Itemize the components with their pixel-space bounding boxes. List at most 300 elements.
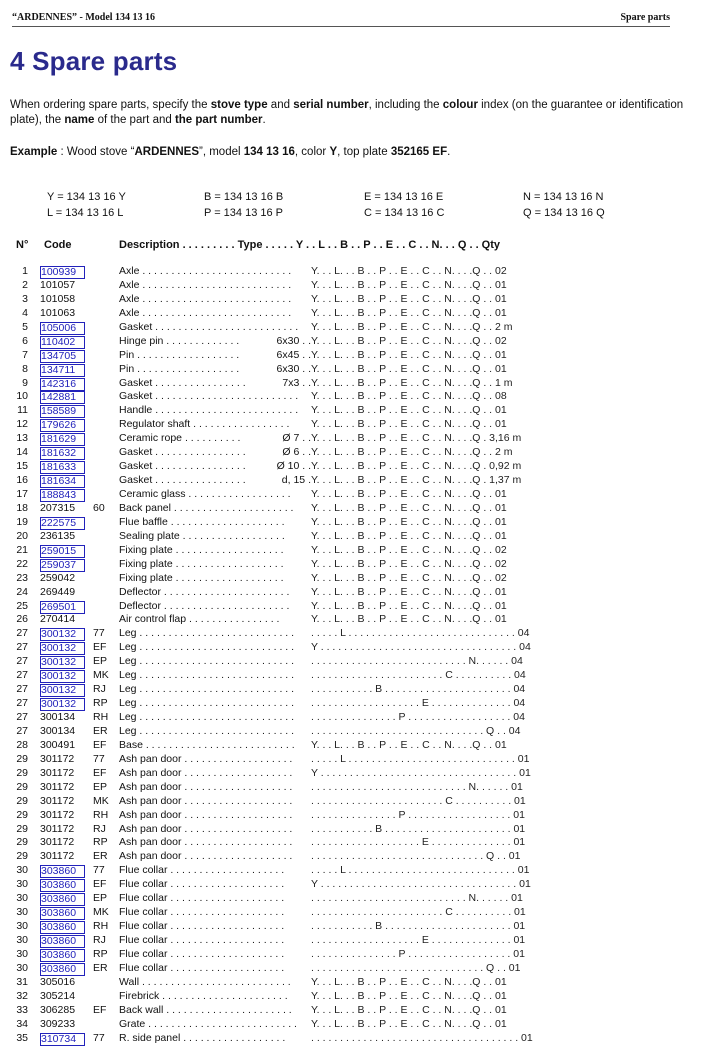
part-code: 101057 (40, 278, 76, 291)
part-type: 6x45 . . (276, 348, 311, 361)
part-code[interactable]: 181629 (40, 433, 85, 446)
part-number: 1 (22, 265, 28, 277)
part-description: Back panel . . . . . . . . . . . . . . . . . . . . . (119, 501, 294, 514)
part-description: Leg . . . . . . . . . . . . . . . . . . . . . . . . . . . (119, 683, 295, 696)
part-description: Flue collar . . . . . . . . . . . . . . . . . . . . (119, 906, 285, 919)
part-availability: Y. . . L. . . B . . P . . E . . C . . N. . . .Q . . 02 (311, 334, 507, 347)
part-availability: . . . . . . . . . . . . . . . . . . . . . . . C . . . . . . . . . . 04 (311, 669, 526, 682)
part-availability: Y. . . L. . . B . . P . . E . . C . . N. . . .Q . . 02 (311, 265, 507, 277)
table-row (0, 934, 710, 948)
part-suffix: ER (93, 724, 108, 737)
part-number: 6 (22, 334, 28, 347)
part-number: 30 (16, 961, 28, 974)
part-code: 301172 (40, 808, 75, 821)
part-number: 2 (22, 278, 28, 291)
part-code[interactable]: 110402 (40, 336, 85, 349)
part-number: 21 (16, 543, 28, 556)
part-suffix: RP (93, 836, 108, 849)
color-row (47, 189, 667, 205)
part-description: Hinge pin . . . . . . . . . . . . . (119, 334, 240, 347)
table-row (0, 349, 710, 363)
table-row (0, 920, 710, 934)
part-description: Ash pan door . . . . . . . . . . . . . . . . . . . (119, 808, 293, 821)
part-availability: . . . . . . . . . . . . . . . . . . . . . . . . . . . . . . Q . . 04 (311, 724, 521, 737)
part-description: Leg . . . . . . . . . . . . . . . . . . . . . . . . . . . (119, 641, 295, 654)
part-code: 269449 (40, 585, 76, 598)
part-description: Ceramic glass . . . . . . . . . . . . . . . . . . (119, 488, 291, 500)
part-description: Wall . . . . . . . . . . . . . . . . . . . . . . . . . . (119, 975, 291, 988)
part-description: Flue collar . . . . . . . . . . . . . . . . . . . . (119, 934, 285, 946)
part-number: 17 (16, 488, 28, 500)
part-availability: . . . . . L . . . . . . . . . . . . . . . . . . . . . . . . . . . . . 01 (311, 864, 530, 877)
part-suffix: EP (93, 780, 108, 793)
color-code: L = 134 13 16 L (47, 207, 124, 219)
table-row (0, 307, 710, 321)
part-number: 35 (16, 1031, 28, 1044)
part-description: Pin . . . . . . . . . . . . . . . . . . (119, 348, 240, 361)
part-number: 27 (16, 641, 28, 654)
part-code[interactable]: 181633 (40, 461, 85, 474)
color-code: N = 134 13 16 N (523, 191, 604, 203)
table-row (0, 864, 710, 878)
part-description: Axle . . . . . . . . . . . . . . . . . . . . . . . . . . (119, 265, 292, 277)
part-code[interactable]: 158589 (40, 405, 85, 418)
table-row (0, 363, 710, 377)
part-suffix: 77 (93, 864, 105, 877)
part-type: d, 15 . (281, 474, 311, 487)
part-number: 27 (16, 655, 28, 668)
part-code[interactable]: 310734 (40, 1033, 85, 1046)
part-description: Leg . . . . . . . . . . . . . . . . . . . . . . . . . . . (119, 655, 295, 668)
part-description: Ash pan door . . . . . . . . . . . . . . . . . . . (119, 822, 293, 835)
part-code[interactable]: 134711 (40, 364, 85, 377)
part-number: 34 (16, 1017, 28, 1030)
part-code[interactable]: 303860 (40, 907, 85, 920)
table-row (0, 544, 710, 558)
part-code[interactable]: 303860 (40, 921, 85, 934)
part-number: 32 (16, 989, 28, 1002)
part-number: 30 (16, 864, 28, 877)
table-row (0, 516, 710, 530)
part-number: 19 (16, 515, 28, 528)
parts-table (0, 265, 710, 1046)
part-availability: . . . . . . . . . . . . . . . P . . . . . . . . . . . . . . . . . . 01 (311, 808, 525, 821)
part-number: 29 (16, 836, 28, 849)
part-number: 9 (22, 376, 28, 389)
part-code[interactable]: 259015 (40, 545, 85, 558)
part-code: 306285 (40, 1003, 76, 1016)
table-row (0, 655, 710, 669)
part-number: 4 (22, 306, 28, 319)
table-row (0, 962, 710, 976)
part-description: Grate . . . . . . . . . . . . . . . . . . . . . . . . . . (119, 1017, 297, 1030)
part-availability: Y. . . L. . . B . . P . . E . . C . . N. . . .Q . . 01 (311, 348, 507, 361)
table-row (0, 279, 710, 293)
header-description: Description . . . . . . . . . Type . . . . . Y . . L . . B . . P . . E . . C . . N. . . Q . . Qty (119, 239, 501, 251)
color-code: P = 134 13 16 P (204, 207, 284, 219)
header-no: N° (16, 239, 29, 251)
part-availability: Y. . . L. . . B . . P . . E . . C . . N. . . .Q . . 01 (311, 362, 507, 375)
part-availability: Y. . . L. . . B . . P . . E . . C . . N. . . .Q . 0,92 m (311, 460, 522, 473)
part-availability: Y. . . L. . . B . . P . . E . . C . . N. . . .Q . . 01 (311, 1017, 507, 1030)
part-description: Ceramic rope . . . . . . . . . . (119, 432, 241, 445)
part-suffix: RH (93, 808, 109, 821)
part-description: Flue collar . . . . . . . . . . . . . . . . . . . . (119, 892, 285, 905)
table-row (0, 390, 710, 404)
table-row (0, 600, 710, 614)
part-suffix: 77 (93, 627, 105, 640)
part-number: 13 (16, 432, 28, 445)
part-availability: . . . . . L . . . . . . . . . . . . . . . . . . . . . . . . . . . . . 04 (311, 627, 530, 640)
part-suffix: EF (93, 641, 107, 654)
part-code[interactable]: 259037 (40, 559, 85, 572)
part-availability: . . . . . . . . . . . . . . . . . . . E . . . . . . . . . . . . . . 01 (311, 836, 526, 849)
part-number: 29 (16, 822, 28, 835)
part-availability: Y. . . L. . . B . . P . . E . . C . . N. . . .Q . . 2 m (311, 446, 513, 459)
part-code: 300491 (40, 738, 76, 751)
part-code: 301172 (40, 766, 75, 779)
part-number: 29 (16, 780, 28, 793)
part-code[interactable]: 179626 (40, 419, 85, 432)
part-availability: Y. . . L. . . B . . P . . E . . C . . N. . . .Q . 3,16 m (311, 432, 522, 445)
part-availability: Y. . . L. . . B . . P . . E . . C . . N. . . .Q . . 02 (311, 557, 507, 570)
part-description: Axle . . . . . . . . . . . . . . . . . . . . . . . . . . (119, 278, 292, 291)
table-row (0, 558, 710, 572)
part-description: Ash pan door . . . . . . . . . . . . . . . . . . . (119, 794, 293, 807)
example-line: Example : Wood stove “ARDENNES”, model 134 13 16, color Y, top plate 352165 EF. (10, 146, 451, 158)
part-availability: Y . . . . . . . . . . . . . . . . . . . . . . . . . . . . . . . . . . 01 (311, 878, 531, 891)
color-row (47, 205, 667, 221)
part-availability: Y. . . L. . . B . . P . . E . . C . . N. . . .Q . . 02 (311, 543, 507, 556)
part-number: 7 (22, 348, 28, 361)
part-code[interactable]: 303860 (40, 949, 85, 962)
table-row (0, 474, 710, 488)
table-row (0, 446, 710, 460)
part-number: 27 (16, 627, 28, 640)
table-row (0, 432, 710, 446)
table-row (0, 404, 710, 418)
part-availability: Y. . . L. . . B . . P . . E . . C . . N. . . .Q . . 01 (311, 418, 507, 431)
part-number: 30 (16, 934, 28, 946)
part-number: 27 (16, 683, 28, 696)
part-number: 33 (16, 1003, 28, 1016)
table-row (0, 892, 710, 906)
part-suffix: RJ (93, 934, 106, 946)
part-code[interactable]: 303860 (40, 879, 85, 892)
part-availability: Y. . . L. . . B . . P . . E . . C . . N. . . .Q . . 01 (311, 585, 507, 598)
part-code[interactable]: 300132 (40, 642, 85, 655)
part-number: 22 (16, 557, 28, 570)
part-availability: . . . . . . . . . . . B . . . . . . . . . . . . . . . . . . . . . . 04 (311, 683, 526, 696)
part-code[interactable]: 269501 (40, 601, 85, 614)
part-number: 15 (16, 460, 28, 473)
part-description: Leg . . . . . . . . . . . . . . . . . . . . . . . . . . . (119, 697, 295, 710)
intro-paragraph: When ordering spare parts, specify the stove type and serial number, including the colour index (on the guarantee or identification plate), the name of the part and the part number. (10, 99, 684, 126)
part-code[interactable]: 300132 (40, 628, 85, 641)
part-suffix: MK (93, 794, 109, 807)
table-row (0, 335, 710, 349)
part-number: 3 (22, 292, 28, 305)
part-availability: Y. . . L. . . B . . P . . E . . C . . N. . . .Q . . 02 (311, 571, 507, 584)
part-description: Axle . . . . . . . . . . . . . . . . . . . . . . . . . . (119, 306, 292, 319)
part-code: 305214 (40, 989, 76, 1002)
part-description: Ash pan door . . . . . . . . . . . . . . . . . . . (119, 766, 293, 779)
part-availability: . . . . . . . . . . . . . . . . . . . . . . . . . . . . . . Q . . 01 (311, 961, 521, 974)
part-description: Gasket . . . . . . . . . . . . . . . . (119, 446, 246, 459)
part-number: 24 (16, 585, 28, 598)
part-availability: Y. . . L. . . B . . P . . E . . C . . N. . . .Q . . 01 (311, 488, 507, 500)
part-availability: . . . . . . . . . . . . . . . P . . . . . . . . . . . . . . . . . . 01 (311, 947, 525, 960)
part-availability: Y. . . L. . . B . . P . . E . . C . . N. . . .Q . . 01 (311, 1003, 507, 1016)
part-description: Firebrick . . . . . . . . . . . . . . . . . . . . . . (119, 989, 288, 1002)
table-row (0, 460, 710, 474)
part-description: Gasket . . . . . . . . . . . . . . . . (119, 376, 246, 389)
part-suffix: RP (93, 947, 108, 960)
part-description: Flue baffle . . . . . . . . . . . . . . . . . . . . (119, 515, 285, 528)
table-row (0, 739, 710, 753)
part-code: 309233 (40, 1017, 76, 1030)
part-availability: Y. . . L. . . B . . P . . E . . C . . N. . . .Q . . 2 m (311, 320, 513, 333)
part-availability: . . . . . . . . . . . . . . . . . . . . . . . . . . . N. . . . . . 01 (311, 892, 523, 905)
table-row (0, 948, 710, 962)
part-number: 29 (16, 794, 28, 807)
part-code[interactable]: 300132 (40, 698, 85, 711)
table-row (0, 753, 710, 767)
part-type: Ø 6 . . (282, 446, 311, 459)
table-row (0, 697, 710, 711)
table-row (0, 809, 710, 823)
part-code[interactable]: 181632 (40, 447, 85, 460)
part-number: 28 (16, 738, 28, 751)
color-code: E = 134 13 16 E (364, 191, 444, 203)
part-code: 270414 (40, 613, 76, 626)
part-code: 101063 (40, 306, 76, 319)
part-availability: Y. . . L. . . B . . P . . E . . C . . N. . . .Q . . 08 (311, 390, 507, 403)
part-suffix: 77 (93, 1031, 105, 1044)
part-number: 29 (16, 766, 28, 779)
table-row (0, 781, 710, 795)
part-type: 7x3 . . (282, 376, 311, 389)
part-code: 301172 (40, 794, 75, 807)
part-number: 27 (16, 669, 28, 682)
part-availability: Y. . . L. . . B . . P . . E . . C . . N. . . .Q . . 01 (311, 599, 507, 612)
part-code[interactable]: 100939 (40, 266, 85, 279)
part-suffix: ER (93, 961, 108, 974)
part-number: 30 (16, 878, 28, 891)
part-number: 11 (17, 404, 28, 417)
part-code[interactable]: 300132 (40, 670, 85, 683)
part-number: 29 (16, 850, 28, 863)
part-availability: Y. . . L. . . B . . P . . E . . C . . N. . . .Q . . 01 (311, 515, 507, 528)
part-suffix: 77 (93, 752, 105, 765)
table-row (0, 823, 710, 837)
part-code[interactable]: 142881 (40, 391, 85, 404)
part-availability: . . . . . L . . . . . . . . . . . . . . . . . . . . . . . . . . . . . 01 (311, 752, 530, 765)
part-code[interactable]: 300132 (40, 684, 85, 697)
part-availability: Y. . . L. . . B . . P . . E . . C . . N. . . .Q . . 01 (311, 501, 507, 514)
part-availability: . . . . . . . . . . . . . . . . . . . . . . . . . . . N. . . . . . 01 (311, 780, 523, 793)
part-suffix: RJ (93, 683, 106, 696)
part-description: Ash pan door . . . . . . . . . . . . . . . . . . . (119, 752, 293, 765)
part-code: 301172 (40, 836, 75, 849)
part-description: Sealing plate . . . . . . . . . . . . . . . . . . (119, 529, 285, 542)
part-code[interactable]: 303860 (40, 865, 85, 878)
table-row (0, 572, 710, 586)
table-row (0, 906, 710, 920)
part-description: Ash pan door . . . . . . . . . . . . . . . . . . . (119, 850, 293, 863)
part-availability: Y. . . L. . . B . . P . . E . . C . . N. . . .Q . . 01 (311, 292, 507, 305)
part-availability: . . . . . . . . . . . . . . . P . . . . . . . . . . . . . . . . . . 04 (311, 711, 525, 723)
part-number: 27 (16, 724, 28, 737)
part-availability: Y . . . . . . . . . . . . . . . . . . . . . . . . . . . . . . . . . . 01 (311, 766, 531, 779)
part-code: 301172 (40, 752, 75, 765)
part-number: 30 (16, 947, 28, 960)
part-description: Gasket . . . . . . . . . . . . . . . . (119, 474, 246, 487)
part-code[interactable]: 181634 (40, 475, 85, 488)
part-description: Flue collar . . . . . . . . . . . . . . . . . . . . (119, 947, 285, 960)
part-number: 8 (22, 362, 28, 375)
part-code[interactable]: 105006 (40, 322, 85, 335)
part-availability: Y . . . . . . . . . . . . . . . . . . . . . . . . . . . . . . . . . . 04 (311, 641, 531, 654)
table-row (0, 990, 710, 1004)
part-code[interactable]: 303860 (40, 963, 85, 976)
table-row (0, 418, 710, 432)
part-description: Fixing plate . . . . . . . . . . . . . . . . . . . (119, 557, 284, 570)
page-header (12, 10, 670, 27)
part-availability: Y. . . L. . . B . . P . . E . . C . . N. . . .Q . . 01 (311, 738, 507, 751)
part-number: 16 (16, 474, 28, 487)
table-row (0, 613, 710, 627)
part-number: 12 (16, 418, 28, 431)
part-availability: . . . . . . . . . . . . . . . . . . . . . . . . . . . N. . . . . . 04 (311, 655, 523, 668)
part-code: 300134 (40, 711, 76, 723)
part-code: 236135 (40, 529, 76, 542)
table-row (0, 1032, 710, 1046)
part-availability: . . . . . . . . . . . . . . . . . . . E . . . . . . . . . . . . . . 01 (311, 934, 526, 946)
part-code[interactable]: 303860 (40, 893, 85, 906)
part-description: Deflector . . . . . . . . . . . . . . . . . . . . . . (119, 599, 290, 612)
part-number: 30 (16, 892, 28, 905)
part-description: Gasket . . . . . . . . . . . . . . . . . . . . . . . . . (119, 320, 299, 333)
table-row (0, 321, 710, 335)
part-number: 5 (22, 320, 28, 333)
part-code[interactable]: 222575 (40, 517, 85, 530)
part-description: Regulator shaft . . . . . . . . . . . . . . . . . (119, 418, 290, 431)
part-availability: Y. . . L. . . B . . P . . E . . C . . N. . . .Q . . 01 (311, 278, 507, 291)
part-description: Ash pan door . . . . . . . . . . . . . . . . . . . (119, 836, 293, 849)
part-suffix: EF (93, 1003, 107, 1016)
table-row (0, 725, 710, 739)
part-code[interactable]: 188843 (40, 489, 85, 502)
part-description: Leg . . . . . . . . . . . . . . . . . . . . . . . . . . . (119, 669, 295, 682)
part-code[interactable]: 303860 (40, 935, 85, 948)
part-description: Gasket . . . . . . . . . . . . . . . . . . . . . . . . . (119, 390, 299, 403)
part-code: 301172 (40, 822, 75, 835)
part-suffix: MK (93, 669, 109, 682)
part-availability: Y. . . L. . . B . . P . . E . . C . . N. . . .Q . . 1 m (311, 376, 513, 389)
part-description: Leg . . . . . . . . . . . . . . . . . . . . . . . . . . . (119, 724, 295, 737)
part-code[interactable]: 300132 (40, 656, 85, 669)
part-code: 259042 (40, 571, 76, 584)
part-number: 25 (16, 599, 28, 612)
part-suffix: EP (93, 892, 108, 905)
part-number: 30 (16, 920, 28, 933)
table-header (14, 239, 694, 253)
color-code: Q = 134 13 16 Q (523, 207, 605, 219)
table-row (0, 377, 710, 391)
color-code: B = 134 13 16 B (204, 191, 284, 203)
part-code: 207315 (40, 501, 76, 514)
page-title: 4 Spare parts (10, 46, 178, 76)
part-description: Base . . . . . . . . . . . . . . . . . . . . . . . . . . (119, 738, 295, 751)
part-number: 20 (16, 529, 28, 542)
table-row (0, 641, 710, 655)
header-section: Spare parts (620, 12, 670, 23)
table-row (0, 627, 710, 641)
part-availability: Y. . . L. . . B . . P . . E . . C . . N. . . .Q . 1,37 m (311, 474, 522, 487)
part-description: Leg . . . . . . . . . . . . . . . . . . . . . . . . . . . (119, 627, 295, 640)
table-row (0, 850, 710, 864)
table-row (0, 586, 710, 600)
table-row (0, 1018, 710, 1032)
part-availability: Y. . . L. . . B . . P . . E . . C . . N. . . .Q . . 01 (311, 975, 507, 988)
part-type: Ø 7 . . (282, 432, 311, 445)
part-description: Flue collar . . . . . . . . . . . . . . . . . . . . (119, 878, 285, 891)
part-suffix: EF (93, 766, 107, 779)
part-availability: . . . . . . . . . . . . . . . . . . . . . . . . . . . . . . Q . . 01 (311, 850, 521, 863)
table-row (0, 878, 710, 892)
part-number: 10 (16, 390, 28, 403)
part-code: 301172 (40, 780, 75, 793)
part-number: 27 (16, 711, 28, 723)
part-suffix: EF (93, 878, 107, 891)
color-code: C = 134 13 16 C (364, 207, 445, 219)
part-code[interactable]: 142316 (40, 378, 85, 391)
part-number: 29 (16, 752, 28, 765)
part-code[interactable]: 134705 (40, 350, 85, 363)
part-type: Ø 10 . . (276, 460, 311, 473)
part-description: Pin . . . . . . . . . . . . . . . . . . (119, 362, 240, 375)
part-suffix: RP (93, 697, 108, 710)
part-description: Flue collar . . . . . . . . . . . . . . . . . . . . (119, 961, 285, 974)
table-row (0, 502, 710, 516)
part-number: 26 (16, 613, 28, 626)
table-row (0, 488, 710, 502)
table-row (0, 976, 710, 990)
table-row (0, 1004, 710, 1018)
part-availability: . . . . . . . . . . . . . . . . . . . . . . . . . . . . . . . . . . . . 01 (311, 1031, 533, 1044)
part-description: Back wall . . . . . . . . . . . . . . . . . . . . . . (119, 1003, 292, 1016)
part-availability: . . . . . . . . . . . . . . . . . . . . . . . C . . . . . . . . . . 01 (311, 794, 526, 807)
part-number: 23 (16, 571, 28, 584)
part-number: 30 (16, 906, 28, 919)
part-number: 31 (16, 975, 28, 988)
part-suffix: EF (93, 738, 107, 751)
part-suffix: RJ (93, 822, 106, 835)
table-row (0, 669, 710, 683)
part-description: Air control flap . . . . . . . . . . . . . . . . (119, 613, 280, 626)
part-suffix: EP (93, 655, 108, 668)
part-availability: Y. . . L. . . B . . P . . E . . C . . N. . . .Q . . 01 (311, 989, 507, 1002)
part-type: 6x30 . . (276, 334, 311, 347)
table-row (0, 683, 710, 697)
part-availability: . . . . . . . . . . . . . . . . . . . E . . . . . . . . . . . . . . 04 (311, 697, 526, 710)
part-code: 101058 (40, 292, 76, 305)
part-number: 27 (16, 697, 28, 710)
part-description: Deflector . . . . . . . . . . . . . . . . . . . . . . (119, 585, 290, 598)
table-row (0, 836, 710, 850)
part-code: 301172 (40, 850, 75, 863)
